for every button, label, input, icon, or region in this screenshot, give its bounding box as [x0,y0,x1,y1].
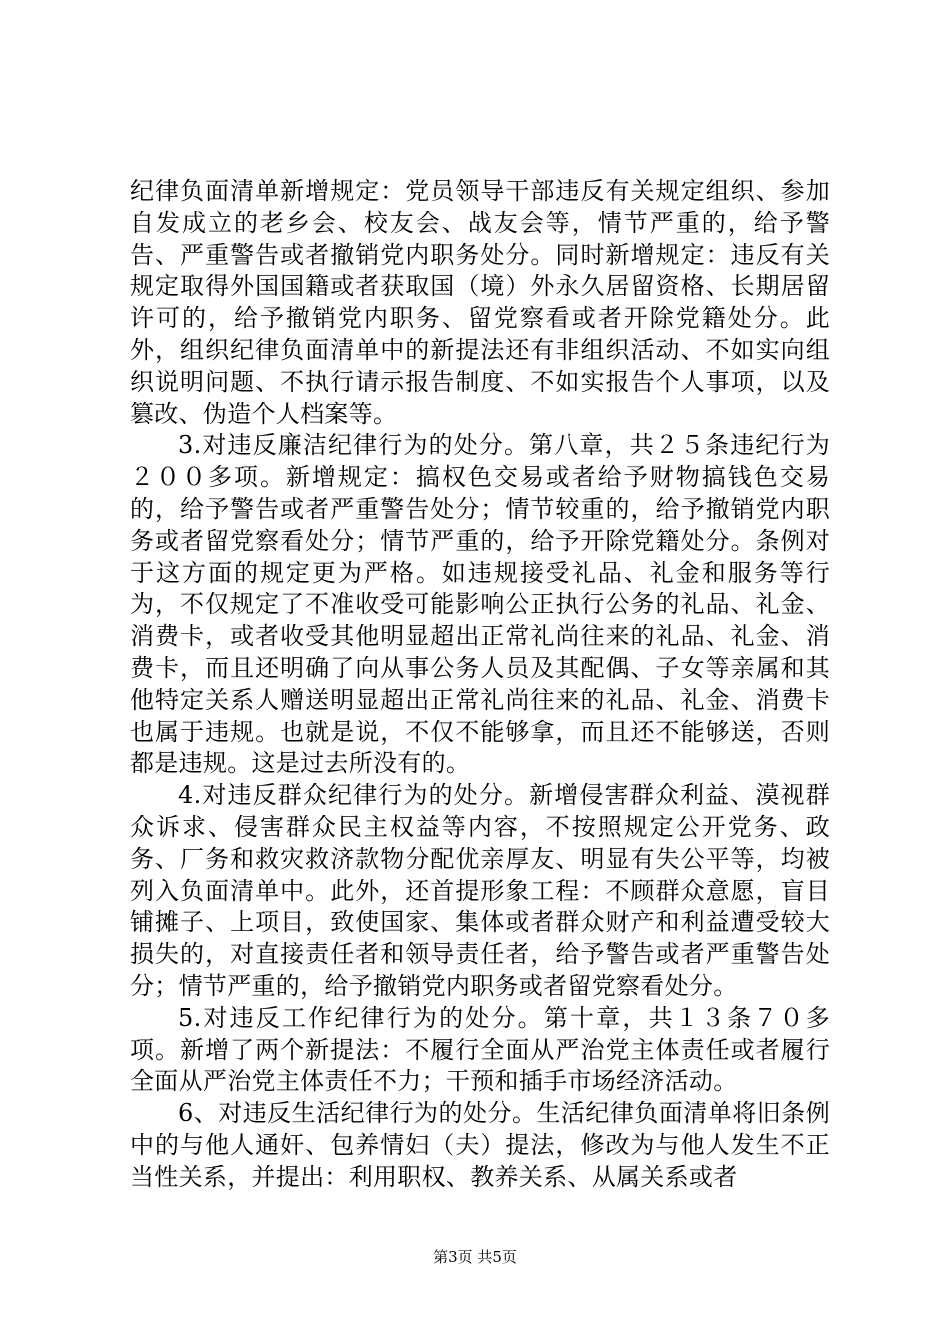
page-footer: 第3页 共5页 [433,1248,517,1266]
paragraph-integrity-discipline: 3.对违反廉洁纪律行为的处分。第八章，共２５条违纪行为２００多项。新增规定：搞权色交易或者给予财物搞钱色交易的，给予警告或者严重警告处分；情节较重的，给予撤销党内职务或者留党察看处分；情节严重的，给予开除党籍处分。条例对于这方面的规定更为严格。如违规接受礼品、礼金和服务等行为，不仅规定了不准收受可能影响公正执行公务的礼品、礼金、消费卡，或者收受其他明显超出正常礼尚往来的礼品、礼金、消费卡，而且还明确了向从事公务人员及其配偶、子女等亲属和其他特定关系人赠送明显超出正常礼尚往来的礼品、礼金、消费卡也属于违规。也就是说，不仅不能够拿，而且还不能够送，否则都是违规。这是过去所没有的。 [130,431,830,778]
body-text [130,176,830,1194]
paragraph-organization-discipline: 纪律负面清单新增规定：党员领导干部违反有关规定组织、参加自发成立的老乡会、校友会、战友会等，情节严重的，给予警告、严重警告或者撤销党内职务处分。同时新增规定：违反有关规定取得外国国籍或者获取国（境）外永久居留资格、长期居留许可的，给予撤销党内职务、留党察看或者开除党籍处分。此外，组织纪律负面清单中的新提法还有非组织活动、不如实向组织说明问题、不执行请示报告制度、不如实报告个人事项，以及篡改、伪造个人档案等。 [130,177,830,428]
paragraph-work-discipline: 5.对违反工作纪律行为的处分。第十章，共１３条７０多项。新增了两个新提法：不履行全面从严治党主体责任或者履行全面从严治党主体责任不力；干预和插手市场经济活动。 [130,1003,830,1096]
paragraph-mass-discipline: 4.对违反群众纪律行为的处分。新增侵害群众利益、漠视群众诉求、侵害群众民主权益等内容，不按照规定公开党务、政务、厂务和救灾救济款物分配优亲厚友、明显有失公平等，均被列入负面清单中。此外，还首提形象工程：不顾群众意愿，盲目铺摊子、上项目，致使国家、集体或者群众财产和利益遭受较大损失的，对直接责任者和领导责任者，给予警告或者严重警告处分；情节严重的，给予撤销党内职务或者留党察看处分。 [130,781,830,1000]
paragraph-life-discipline: 6、对违反生活纪律行为的处分。生活纪律负面清单将旧条例中的与他人通奸、包养情妇（夫）提法，修改为与他人发生不正当性关系，并提出：利用职权、教养关系、从属关系或者 [130,1099,830,1191]
